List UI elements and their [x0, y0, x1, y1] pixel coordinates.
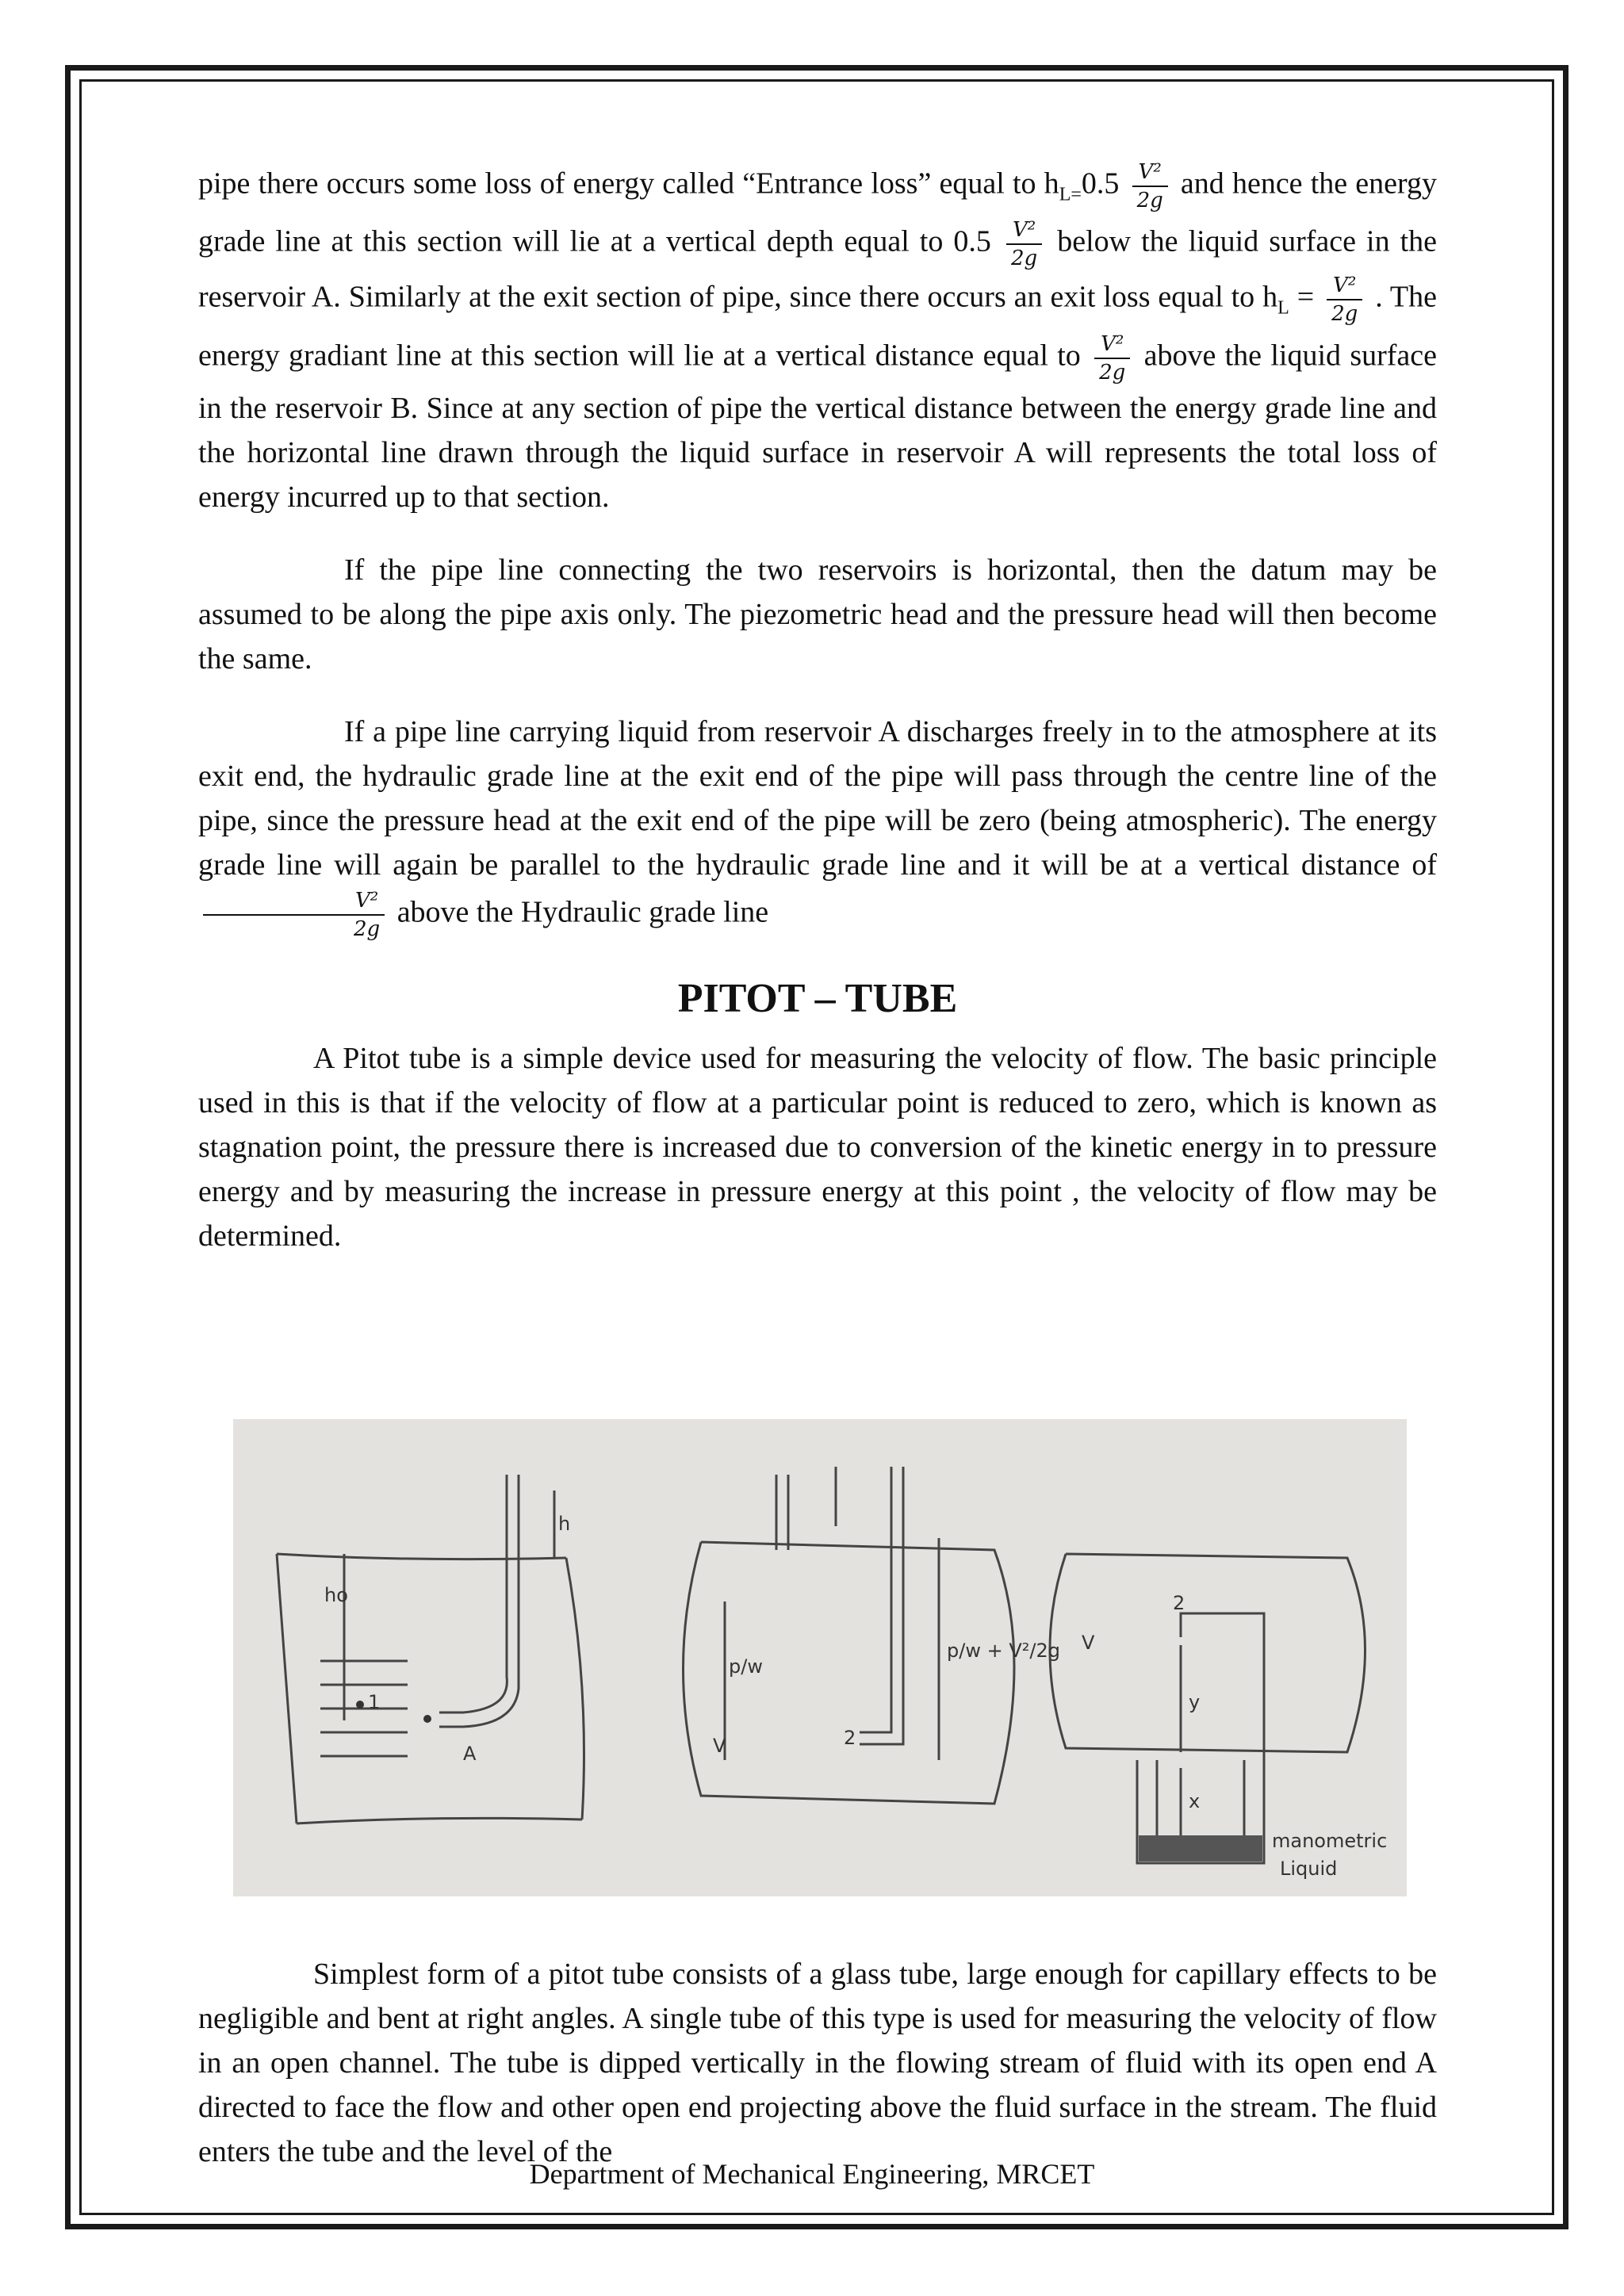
- subscript-L: L: [1277, 297, 1289, 319]
- fraction-denominator: 2g: [1099, 360, 1126, 385]
- page-footer: Department of Mechanical Engineering, MRCET: [529, 2158, 1095, 2190]
- middle-pitot-tube: [860, 1467, 903, 1744]
- fraction-numerator: V²: [1094, 331, 1130, 359]
- left-channel-edge: [277, 1554, 297, 1823]
- fraction-v2-2g: [203, 887, 385, 943]
- label-y: y: [1189, 1691, 1201, 1713]
- fraction-v2-2g: [1006, 216, 1042, 272]
- label-1: 1: [368, 1691, 381, 1713]
- label-ho: ho: [324, 1584, 348, 1606]
- text-segment: . The energy gradiant line at this section will lie at a vertical distance equal to: [198, 281, 1438, 373]
- pitot-tube-sketch: [233, 1419, 1407, 1896]
- coefficient: 0.5: [1081, 166, 1120, 201]
- fraction-v2-2g: [1327, 272, 1362, 327]
- fraction-numerator: V²: [1006, 216, 1042, 245]
- label-total-head: p/w + V²/2g: [947, 1640, 1060, 1662]
- manometric-liquid-fill: [1139, 1835, 1262, 1862]
- coefficient: 0.5: [953, 225, 991, 259]
- point-1-marker: [356, 1701, 364, 1709]
- subscript-L: L=: [1059, 184, 1082, 205]
- left-free-surface: [277, 1554, 566, 1559]
- fraction-numerator: V²: [203, 887, 385, 916]
- paragraph-energy-grade-line: [198, 159, 1437, 519]
- text-segment: and hence the energy grade line at this section will lie at a vertical depth equal to: [198, 166, 1438, 259]
- page-content-lower: [198, 1952, 1437, 2174]
- text-segment: If a pipe line carrying liquid from reservoir A discharges freely in to the atmosphere at its exit end, the hydraulic grade line at the exit end of the pipe will pass through the centre line of the pipe, since the pressure head at the exit end of the pipe will be zero (being atmospheric). The energy grade line will again be parallel to the hydraulic grade line and it will be at a vertical distance of: [198, 714, 1437, 882]
- label-A: A: [463, 1743, 477, 1765]
- velocity-arrows: [320, 1661, 408, 1756]
- text-segment: above the liquid surface in the reservoir B. Since at any section of pipe the vertical distance between the energy grade line and the horizontal line drawn through the liquid surface in reservoir A will represents the total loss of energy incurred up to that section.: [198, 339, 1438, 514]
- label-2-middle: 2: [844, 1727, 856, 1749]
- right-pipe-body: [1050, 1554, 1365, 1752]
- label-V-middle: V: [713, 1735, 726, 1757]
- label-x: x: [1189, 1790, 1201, 1812]
- label-h: h: [558, 1513, 571, 1535]
- text-segment: pipe there occurs some loss of energy called “Entrance loss” equal to h: [198, 166, 1059, 201]
- left-channel-end: [566, 1558, 584, 1820]
- text-segment: below the liquid surface in the reservoir A. Similarly at the exit section of pipe, since there occurs an exit loss equal to h: [198, 225, 1438, 315]
- fraction-denominator: 2g: [1136, 189, 1163, 212]
- fraction-numerator: V²: [1132, 159, 1168, 187]
- fraction-v2-2g: [1132, 159, 1168, 214]
- right-pitot-tube: [1181, 1613, 1264, 1760]
- paragraph-horizontal-pipe: If the pipe line connecting the two reservoirs is horizontal, then the datum may be assumed to be along the pipe axis only. The piezometric head and the pressure head will then become the same.: [198, 553, 1437, 675]
- paragraph-simplest-pitot: Simplest form of a pitot tube consists of a glass tube, large enough for capillary effects to be negligible and bent at right angles. A single tube of this type is used for measuring the velocity of flow in an open channel. The tube is dipped vertically in the flowing stream of fluid with its open end A directed to face the flow and other open end projecting above the fluid surface in the stream. The fluid enters the tube and the level of the: [198, 1957, 1437, 2168]
- point-A-marker: [423, 1715, 431, 1723]
- fraction-denominator: 2g: [354, 916, 381, 941]
- left-channel-bed: [297, 1818, 582, 1823]
- page-content: [198, 159, 1437, 1258]
- fraction-v2-2g: [1094, 331, 1130, 386]
- text-segment: above the Hydraulic grade line: [396, 895, 769, 929]
- pitot-tube-figure: [233, 1419, 1407, 1896]
- left-pitot-tube-outer: [439, 1475, 507, 1712]
- u-tube-inner: [1157, 1760, 1244, 1847]
- paragraph-free-discharge: [198, 710, 1437, 943]
- label-p-w: p/w: [729, 1655, 763, 1678]
- fraction-denominator: 2g: [1010, 247, 1038, 271]
- label-2-right: 2: [1173, 1592, 1185, 1614]
- piezometer-tube: [776, 1475, 788, 1550]
- label-V-right: V: [1082, 1632, 1095, 1654]
- equals-sign: =: [1289, 281, 1323, 315]
- section-title: PITOT – TUBE: [677, 975, 958, 1021]
- fraction-numerator: V²: [1327, 272, 1362, 300]
- label-manometric: manometric: [1272, 1830, 1388, 1852]
- paragraph-pitot-intro: A Pitot tube is a simple device used for measuring the velocity of flow. The basic principle used in this is that if the velocity of flow at a particular point is reduced to zero, which is known as stagnation point, the pressure there is increased due to conversion of the kinetic energy in to pressure energy and by measuring the increase in pressure energy at this point , the velocity of flow may be determined.: [198, 1041, 1437, 1253]
- fraction-denominator: 2g: [1331, 302, 1358, 327]
- label-liquid: Liquid: [1280, 1858, 1338, 1880]
